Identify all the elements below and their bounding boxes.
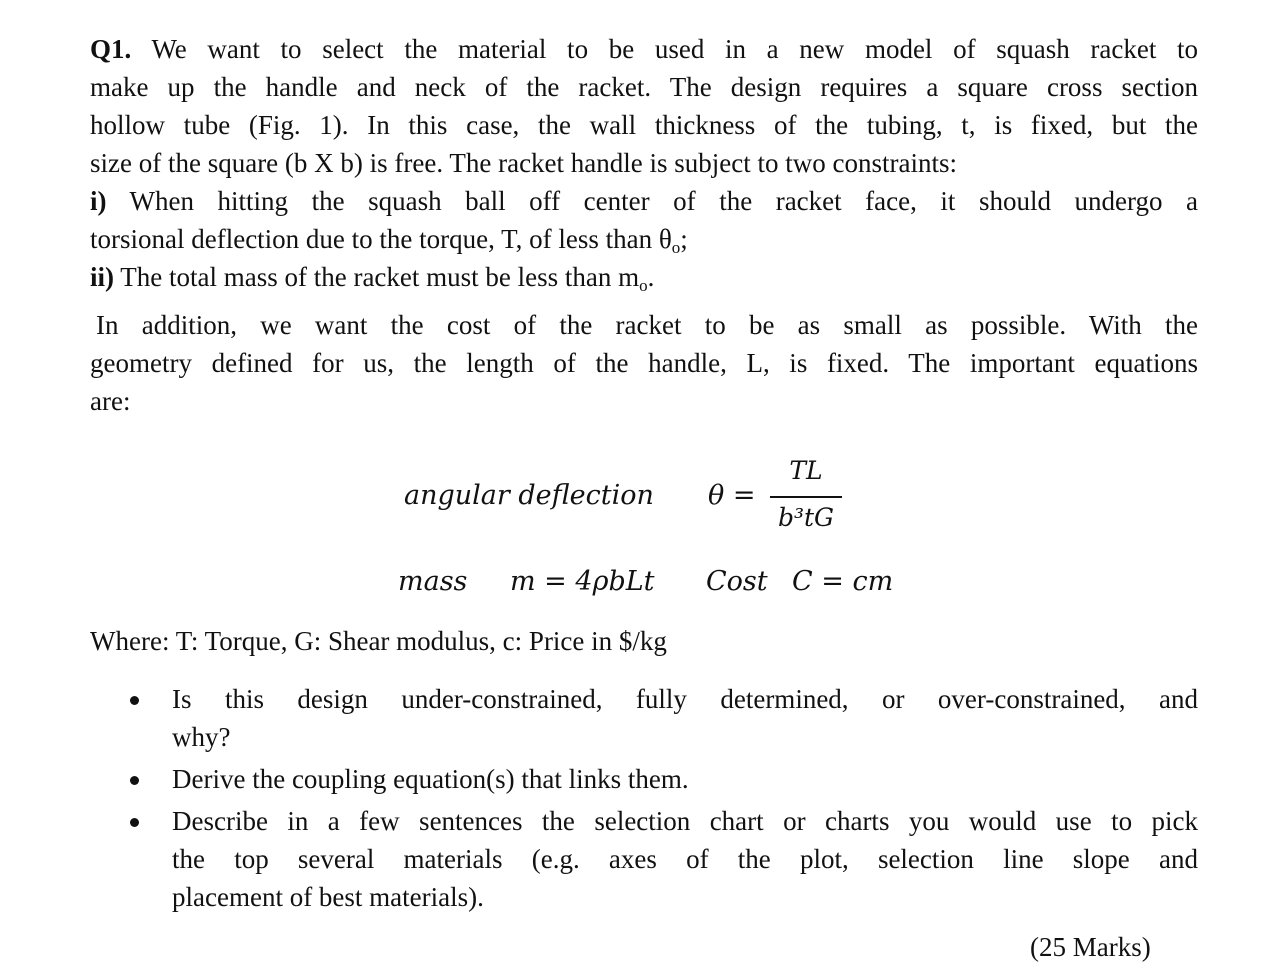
eq3-expr: C = cm xyxy=(792,566,894,597)
eq1-denominator: b³tG xyxy=(777,503,835,532)
eq2-expr: m = 4ρbLt xyxy=(510,566,655,597)
fraction-bar xyxy=(770,496,842,498)
constraint-1: i) When hitting the squash ball off center of the racket face, it should undergo a xyxy=(90,186,1198,216)
question-list xyxy=(130,680,1198,916)
text-line: are: xyxy=(90,386,131,416)
text-line: make up the handle and neck of the racket. The design requires a square cross section xyxy=(90,72,1198,102)
constraint-2: ii) The total mass of the racket must be less than mo. xyxy=(90,262,655,295)
text-line: Q1. We want to select the material to be used in a new model of squash racket to xyxy=(90,34,1198,64)
bullet-icon xyxy=(130,776,139,785)
text-line: geometry defined for us, the length of the handle, L, is fixed. The important equations xyxy=(90,348,1198,378)
list-item: Is this design under-constrained, fully determined, or over-constrained, and why? xyxy=(130,680,1198,756)
text-line: hollow tube (Fig. 1). In this case, the wall thickness of the tubing, t, is fixed, but the xyxy=(90,110,1198,140)
bullet-icon xyxy=(130,818,139,827)
text-line: size of the square (b X b) is free. The racket handle is subject to two constraints: xyxy=(90,148,957,178)
constraint-1-label: i) xyxy=(90,186,107,216)
eq3-label: Cost xyxy=(706,566,768,597)
where-line: Where: T: Torque, G: Shear modulus, c: Price in $/kg xyxy=(90,626,667,656)
question-label: Q1. xyxy=(90,34,132,64)
list-item: Describe in a few sentences the selection chart or charts you would use to pick the top several materials (e.g. axes of the plot, selection line slope and placement of best materials). xyxy=(130,802,1198,916)
eq1-lhs: θ = xyxy=(708,480,756,511)
marks-label: (25 Marks) xyxy=(1030,932,1151,962)
additional-paragraph xyxy=(90,306,1198,420)
eq1-numerator: TL xyxy=(789,456,823,485)
bullet-icon xyxy=(130,696,139,705)
eq1-label: angular deflection xyxy=(404,480,654,511)
question-paragraph xyxy=(90,30,1198,296)
eq2-label: mass xyxy=(398,566,468,597)
list-item: Derive the coupling equation(s) that links them. xyxy=(130,760,1198,798)
constraint-1-cont: torsional deflection due to the torque, T, of less than θo; xyxy=(90,224,688,257)
constraint-2-label: ii) xyxy=(90,262,114,292)
text-line: In addition, we want the cost of the racket to be as small as possible. With the xyxy=(96,310,1198,340)
